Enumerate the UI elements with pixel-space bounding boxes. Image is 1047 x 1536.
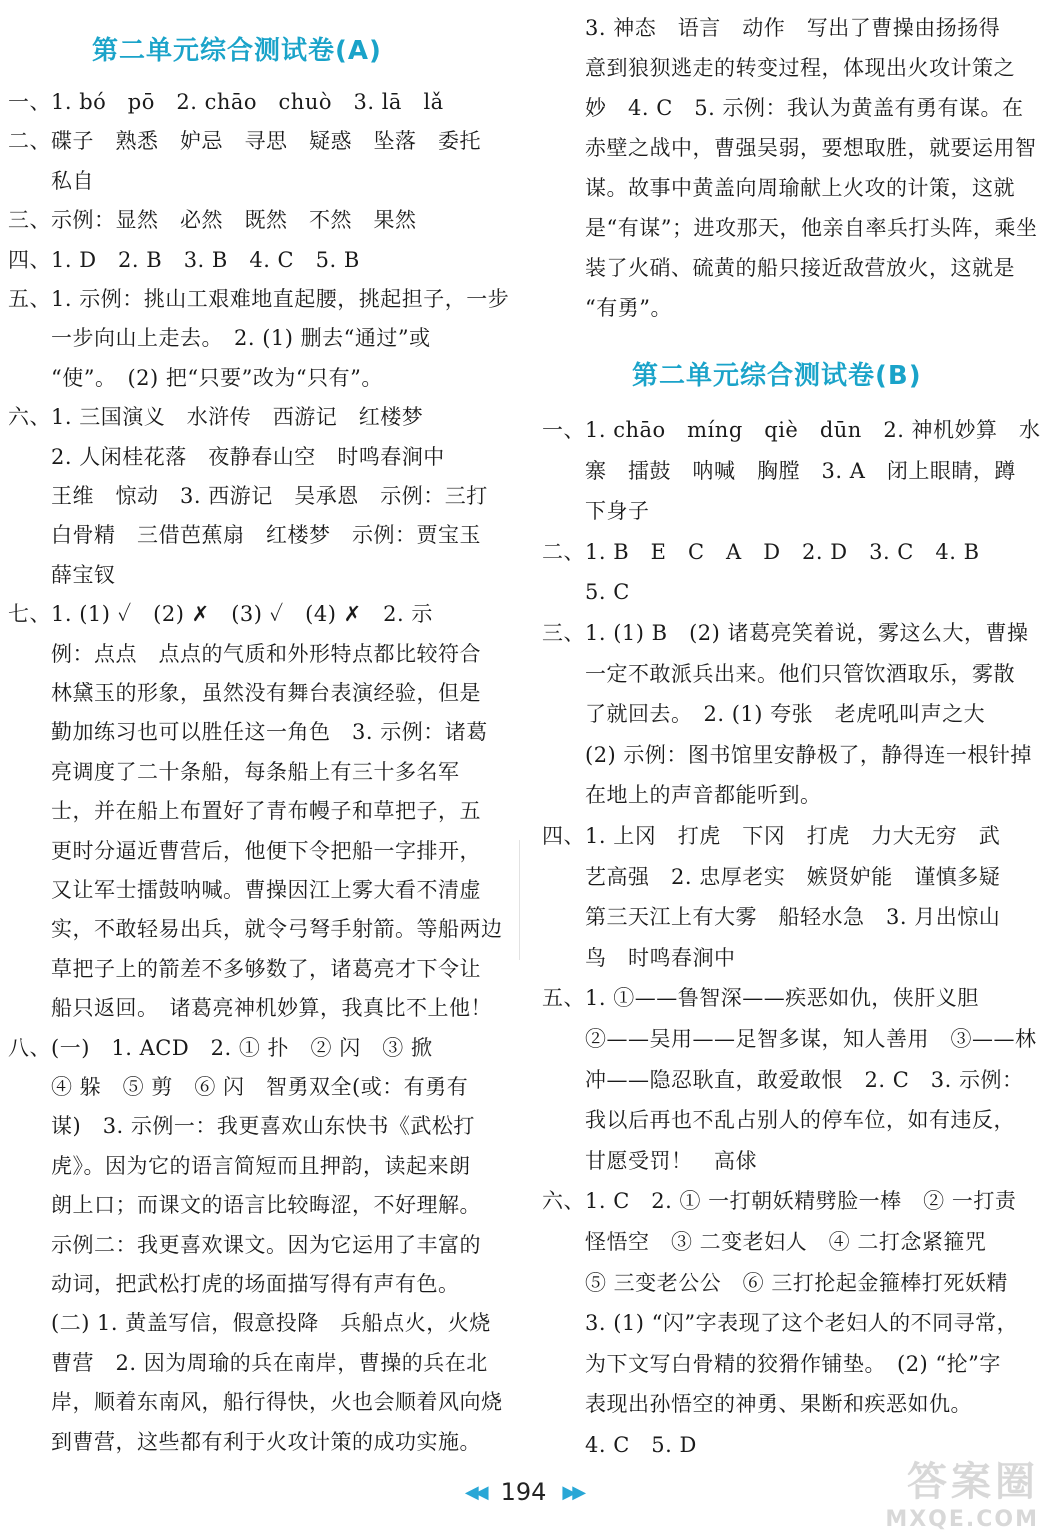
answer-line: “使”。 (2) 把“只要”改为“只有”。	[8, 365, 383, 390]
answer-line: 是“有谋”；进攻那天，他亲自率兵打头阵，乘坐	[542, 216, 1038, 240]
answer-line: ②——吴用——足智多谋，知人善用 ③——林	[542, 1027, 1037, 1051]
answer-line: 4. C 5. D	[542, 1433, 697, 1457]
answer-line: 四、1. D 2. B 3. B 4. C 5. B	[8, 247, 360, 272]
answer-line: 八、(一) 1. ACD 2. ① 扑 ② 闪 ③ 掀	[8, 1035, 433, 1060]
answer-line: 曹营 2. 因为周瑜的兵在南岸，曹操的兵在北	[8, 1350, 488, 1375]
answer-line: 2. 人闲桂花落 夜静春山空 时鸣春涧中	[8, 444, 445, 469]
answer-line: 薛宝钗	[8, 562, 116, 587]
section-heading-b: 第二单元综合测试卷(B)	[632, 361, 922, 391]
answer-line: 虎》。因为它的语言简短而且押韵，读起来朗	[8, 1153, 471, 1178]
answer-line: 3. 神态 语言 动作 写出了曹操由扬扬得	[542, 16, 1001, 40]
answer-line: 二、碟子 熟悉 妒忌 寻思 疑惑 坠落 委托	[8, 129, 481, 154]
answer-line: 五、1. 示例：挑山工艰难地直起腰，挑起担子，一步	[8, 287, 510, 311]
answer-line: 更时分逼近曹营后，他便下令把船一字排开，	[8, 838, 481, 863]
watermark-logo	[885, 1450, 1039, 1532]
answer-line: 妙 4. C 5. 示例：我认为黄盖有勇有谋。在	[542, 96, 1024, 120]
answer-line: 王维 惊动 3. 西游记 吴承恩 示例：三打	[8, 484, 488, 508]
column-divider	[519, 840, 520, 960]
answer-line: 三、1. (1) B (2) 诸葛亮笑着说，雾这么大，曹操	[542, 621, 1029, 645]
answer-line: 装了火硝、硫黄的船只接近敌营放火，这就是	[542, 256, 1015, 280]
answer-line: 草把子上的箭差不多够数了，诸葛亮才下令让	[8, 956, 481, 981]
answer-line: 5. C	[542, 580, 630, 605]
answer-line: 赤壁之战中，曹强吴弱，要想取胜，就要运用智	[542, 136, 1037, 160]
answer-line: 第三天江上有大雾 船轻水急 3. 月出惊山	[542, 905, 1001, 930]
answer-line: 动词，把武松打虎的场面描写得有声有色。	[8, 1272, 460, 1296]
section-heading-a: 第二单元综合测试卷(A)	[92, 36, 382, 66]
answer-line: 3. (1) “闪”字表现了这个老妇人的不同寻常，	[542, 1311, 1019, 1336]
answer-line: 六、1. 三国演义 水浒传 西游记 红楼梦	[8, 405, 424, 430]
answer-line: 林黛玉的形象，虽然没有舞台表演经验，但是	[8, 681, 481, 705]
answer-line: 我以后再也不乱占别人的停车位，如有违反，	[542, 1108, 1015, 1133]
answer-line: 勤加练习也可以胜任这一角色 3. 示例：诸葛	[8, 720, 488, 745]
previous-page-arrows-icon[interactable]: ◀◀	[464, 1481, 485, 1503]
answer-line: 四、1. 上冈 打虎 下冈 打虎 力大无穷 武	[542, 824, 1001, 848]
answer-line: 到曹营，这些都有利于火攻计策的成功实施。	[8, 1429, 481, 1454]
answer-line: 二、1. B E C A D 2. D 3. C 4. B	[542, 539, 980, 564]
answer-line: 艺高强 2. 忠厚老实 嫉贤妒能 谨慎多疑	[542, 864, 1001, 889]
answer-line: 白骨精 三借芭蕉扇 红楼梦 示例：贾宝玉	[8, 523, 481, 548]
answer-line: 三、示例：显然 必然 既然 不然 果然	[8, 208, 417, 233]
answer-line: 六、1. C 2. ① 一打朝妖精劈脸一棒 ② 一打责	[542, 1189, 1017, 1214]
answer-line: “有勇”。	[542, 296, 672, 320]
answer-line: 私自	[8, 168, 94, 193]
answer-line: ⑤ 三变老公公 ⑥ 三打抡起金箍棒打死妖精	[542, 1270, 1008, 1295]
answer-line: 一定不敢派兵出来。他们只管饮酒取乐，雾散	[542, 661, 1015, 686]
answer-line: 岸，顺着东南风，船行得快，火也会顺着风向烧	[8, 1390, 503, 1415]
answer-line: 谋) 3. 示例一：我更喜欢山东快书《武松打	[8, 1114, 475, 1139]
answer-line: (二) 1. 黄盖写信，假意投降 兵船点火，火烧	[8, 1311, 491, 1336]
answer-line: 七、1. (1) ✓ (2) ✗ (3) ✓ (4) ✗ 2. 示	[8, 602, 433, 627]
answer-line: 士，并在船上布置好了青布幔子和草把子，五	[8, 799, 481, 824]
next-page-arrows-icon[interactable]: ▶▶	[562, 1481, 583, 1503]
answer-line: 冲——隐忍耿直，敢爱敢恨 2. C 3. 示例：	[542, 1067, 1024, 1092]
answer-line: 表现出孙悟空的神勇、果断和疾恶如仇。	[542, 1392, 972, 1417]
answer-line: 甘愿受罚！ 高俅	[542, 1148, 757, 1173]
answer-line: 又让军士擂鼓呐喊。曹操因江上雾大看不清虚	[8, 878, 481, 902]
answer-line: 意到狼狈逃走的转变过程，体现出火攻计策之	[542, 56, 1015, 80]
answer-line: 一、1. chāo míng qiè dūn 2. 神机妙算 水	[542, 418, 1041, 442]
answer-line: 怪悟空 ③ 二变老妇人 ④ 二打念紧箍咒	[542, 1230, 987, 1254]
answer-line: ④ 躲 ⑤ 剪 ⑥ 闪 智勇双全(或：有勇有	[8, 1075, 469, 1099]
answer-line: 了就回去。 2. (1) 夸张 老虎吼叫声之大	[542, 702, 986, 727]
answer-line: 例：点点 点点的气质和外形特点都比较符合	[8, 641, 481, 666]
answer-line: 寨 擂鼓 呐喊 胸膛 3. A 闭上眼睛，蹲	[542, 458, 1016, 483]
answer-line: 鸟 时鸣春涧中	[542, 945, 736, 970]
answer-line: (2) 示例：图书馆里安静极了，静得连一根针掉	[542, 742, 1032, 767]
answer-line: 一、1. bó pō 2. chāo chuò 3. lā lǎ	[8, 90, 444, 114]
answer-line: 为下文写白骨精的狡猾作铺垫。 (2) “抡”字	[542, 1351, 1001, 1376]
watermark-text: 答案圈	[907, 1459, 1039, 1505]
page-number: 194	[500, 1478, 547, 1506]
answer-line: 船只返回。 诸葛亮神机妙算，我真比不上他！	[8, 996, 492, 1021]
answer-line: 谋。故事中黄盖向周瑜献上火攻的计策，这就	[542, 176, 1015, 200]
answer-line: 亮调度了二十条船，每条船上有三十多名军	[8, 759, 460, 784]
answer-line: 示例二：我更喜欢课文。因为它运用了丰富的	[8, 1232, 481, 1257]
answer-line: 一步向山上走去。 2. (1) 删去“通过”或	[8, 326, 431, 351]
answer-line: 实，不敢轻易出兵，就令弓弩手射箭。等船两边	[8, 917, 503, 942]
answer-line: 朗上口；而课文的语言比较晦涩，不好理解。	[8, 1193, 481, 1218]
answer-line: 五、1. ①——鲁智深——疾恶如仇，侠肝义胆	[542, 986, 979, 1011]
watermark-url: MXQE.COM	[885, 1507, 1039, 1532]
answer-line: 在地上的声音都能听到。	[542, 783, 822, 808]
answer-line: 下身子	[542, 499, 650, 524]
